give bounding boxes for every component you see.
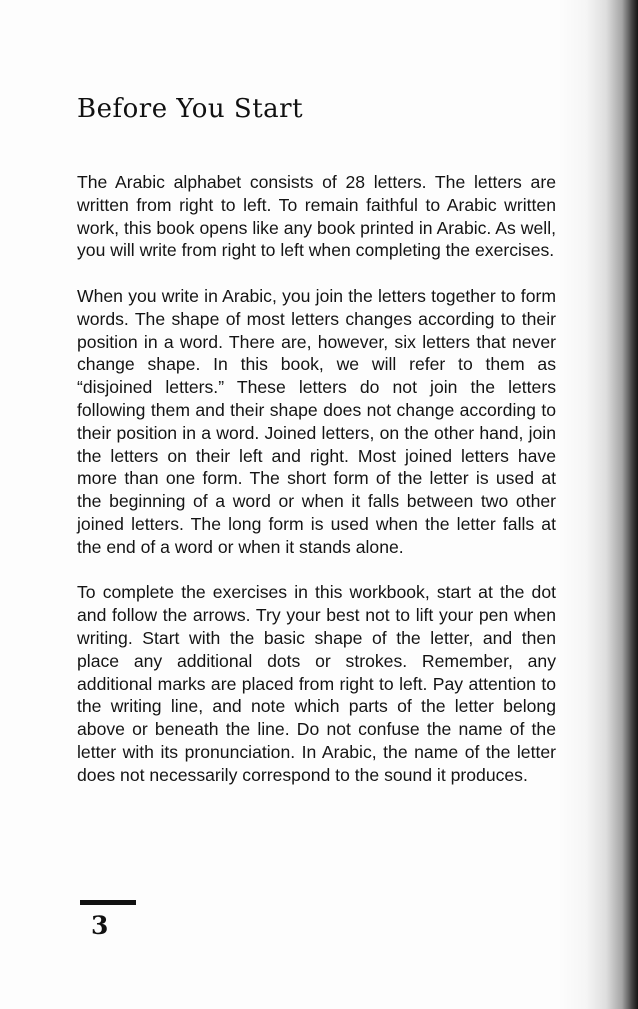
- page-title: Before You Start: [77, 94, 304, 124]
- body-text: [77, 171, 556, 787]
- paragraph-exercise-instructions: To complete the exercises in this workbook, start at the dot and follow the arrows. Try your best not to lift your pen when writing. Start with the basic shape of the letter, and then place any additional dots or strokes. Remember, any additional marks are placed from right to left. Pay attention to the writing line, and note which parts of the letter belong above or beneath the line. Do not confuse the name of the letter with its pronunciation. In Arabic, the name of the letter does not necessarily correspond to the sound it produces.: [77, 582, 556, 785]
- page-number-rule: [80, 900, 136, 905]
- page-number: 3: [91, 911, 109, 940]
- paragraph-joining-letters: When you write in Arabic, you join the letters together to form words. The shape of most letters changes according to their position in a word. There are, however, six letters that never change shape. In this book, we will refer to them as “disjoined letters.” These letters do not join the letters following them and their shape does not change according to their position in a word. Joined letters, on the other hand, join the letters on their left and right. Most joined letters have more than one form. The short form of the letter is used at the beginning of a word or when it falls between two other joined letters. The long form is used when the letter falls at the end of a word or when it stands alone.: [77, 285, 556, 557]
- spine-shadow: [558, 0, 638, 1009]
- paragraph-alphabet-intro: The Arabic alphabet consists of 28 letters. The letters are written from right to left. To remain faithful to Arabic written work, this book opens like any book printed in Arabic. As well, you will write from right to left when completing the exercises.: [77, 172, 556, 261]
